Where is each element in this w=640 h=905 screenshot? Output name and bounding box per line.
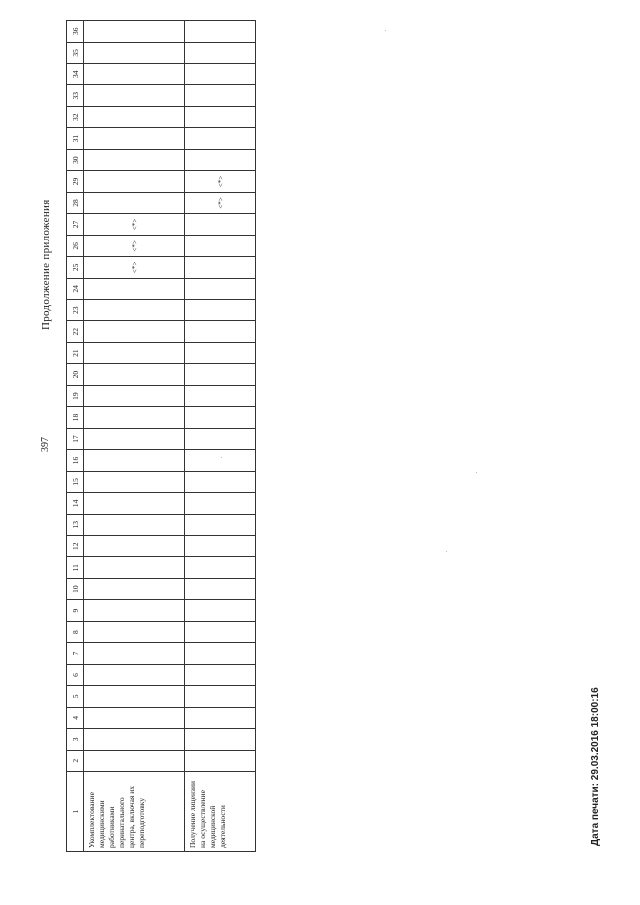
column-header-17: 17 xyxy=(67,428,84,449)
table-cell xyxy=(185,385,256,406)
column-header-12: 12 xyxy=(67,536,84,557)
table-cell xyxy=(84,450,185,471)
milestone-mark: <*> xyxy=(130,240,139,252)
table-cell xyxy=(84,578,185,599)
table-cell xyxy=(185,300,256,321)
table-cell xyxy=(185,85,256,106)
header-title: Продолжение приложения xyxy=(40,199,52,330)
table-cell xyxy=(185,407,256,428)
table-cell xyxy=(185,278,256,299)
table-cell xyxy=(185,686,256,707)
table-cell xyxy=(84,729,185,750)
column-header-36: 36 xyxy=(67,21,84,43)
table-cell xyxy=(84,621,185,642)
table-cell xyxy=(84,149,185,170)
milestone-mark: <*> xyxy=(130,218,139,231)
print-date: Дата печати: 29.03.2016 18:00:16 xyxy=(590,687,601,846)
column-header-26: 26 xyxy=(67,235,84,256)
table-cell xyxy=(185,729,256,750)
column-header-30: 30 xyxy=(67,149,84,170)
table-cell xyxy=(84,707,185,728)
table-cell xyxy=(185,750,256,771)
column-header-13: 13 xyxy=(67,514,84,535)
table-cell xyxy=(185,621,256,642)
table-cell xyxy=(185,450,256,471)
table-cell xyxy=(185,342,256,363)
table-cell xyxy=(185,557,256,578)
table-cell xyxy=(84,364,185,385)
table-cell xyxy=(185,578,256,599)
table-cell xyxy=(185,493,256,514)
table-cell xyxy=(84,42,185,63)
table-row xyxy=(185,21,256,852)
table-cell xyxy=(84,686,185,707)
column-header-1: 1 xyxy=(67,772,84,852)
table-cell xyxy=(84,407,185,428)
table-cell xyxy=(84,257,185,278)
column-header-35: 35 xyxy=(67,42,84,63)
table-cell xyxy=(185,64,256,85)
table-cell xyxy=(84,514,185,535)
table-cell xyxy=(84,471,185,492)
column-header-24: 24 xyxy=(67,278,84,299)
table-cell xyxy=(84,750,185,771)
scan-speck xyxy=(221,457,222,458)
table-cell xyxy=(84,64,185,85)
table-cell xyxy=(185,600,256,621)
table-cell xyxy=(185,149,256,170)
table-cell xyxy=(84,557,185,578)
schedule-table xyxy=(66,20,256,852)
table-cell xyxy=(185,428,256,449)
table-cell xyxy=(84,300,185,321)
column-header-18: 18 xyxy=(67,407,84,428)
table-cell xyxy=(185,257,256,278)
table-header-row xyxy=(67,21,84,852)
row-label: Укомплектование медицинскими работниками перинатального центра, включая их переподготовку xyxy=(84,772,185,852)
column-header-21: 21 xyxy=(67,342,84,363)
table-cell xyxy=(185,106,256,127)
column-header-29: 29 xyxy=(67,171,84,192)
milestone-mark: <*> xyxy=(216,197,225,209)
table-cell xyxy=(84,128,185,149)
scan-speck xyxy=(476,472,477,473)
table-cell xyxy=(185,643,256,664)
column-header-11: 11 xyxy=(67,557,84,578)
column-header-6: 6 xyxy=(67,664,84,685)
column-header-28: 28 xyxy=(67,192,84,213)
table-cell xyxy=(84,192,185,213)
table-cell xyxy=(84,342,185,363)
column-header-27: 27 xyxy=(67,214,84,235)
table-cell xyxy=(84,493,185,514)
table-cell xyxy=(84,278,185,299)
column-header-3: 3 xyxy=(67,729,84,750)
table-cell xyxy=(185,128,256,149)
table-cell xyxy=(84,664,185,685)
table-cell xyxy=(84,171,185,192)
table-cell xyxy=(84,536,185,557)
table-cell xyxy=(185,21,256,43)
table-cell xyxy=(84,21,185,43)
table-cell xyxy=(84,643,185,664)
table-row xyxy=(84,21,185,852)
table-cell xyxy=(84,428,185,449)
row-label: Получение лицензии на осуществление медицинской деятельности xyxy=(185,772,256,852)
column-header-19: 19 xyxy=(67,385,84,406)
page-number: 397 xyxy=(40,437,51,452)
schedule-table-wrapper xyxy=(66,20,256,852)
column-header-23: 23 xyxy=(67,300,84,321)
table-cell xyxy=(185,664,256,685)
table-cell xyxy=(185,536,256,557)
column-header-4: 4 xyxy=(67,707,84,728)
table-cell xyxy=(84,600,185,621)
column-header-10: 10 xyxy=(67,578,84,599)
table-cell xyxy=(185,364,256,385)
table-cell xyxy=(84,214,185,235)
column-header-9: 9 xyxy=(67,600,84,621)
table-cell xyxy=(84,235,185,256)
table-cell xyxy=(84,85,185,106)
column-header-32: 32 xyxy=(67,106,84,127)
table-cell xyxy=(84,106,185,127)
column-header-16: 16 xyxy=(67,450,84,471)
table-cell xyxy=(185,42,256,63)
column-header-20: 20 xyxy=(67,364,84,385)
table-cell xyxy=(185,471,256,492)
column-header-34: 34 xyxy=(67,64,84,85)
column-header-15: 15 xyxy=(67,471,84,492)
table-cell xyxy=(185,192,256,213)
table-cell xyxy=(84,321,185,342)
column-header-2: 2 xyxy=(67,750,84,771)
table-cell xyxy=(185,321,256,342)
column-header-7: 7 xyxy=(67,643,84,664)
table-cell xyxy=(84,385,185,406)
column-header-22: 22 xyxy=(67,321,84,342)
column-header-5: 5 xyxy=(67,686,84,707)
column-header-14: 14 xyxy=(67,493,84,514)
column-header-25: 25 xyxy=(67,257,84,278)
column-header-8: 8 xyxy=(67,621,84,642)
table-cell xyxy=(185,214,256,235)
column-header-33: 33 xyxy=(67,85,84,106)
table-cell xyxy=(185,235,256,256)
milestone-mark: <*> xyxy=(130,261,139,274)
column-header-31: 31 xyxy=(67,128,84,149)
milestone-mark: <*> xyxy=(216,175,225,188)
table-cell xyxy=(185,514,256,535)
scan-speck xyxy=(385,30,386,31)
table-cell xyxy=(185,707,256,728)
scan-speck xyxy=(446,551,447,552)
table-cell xyxy=(185,171,256,192)
